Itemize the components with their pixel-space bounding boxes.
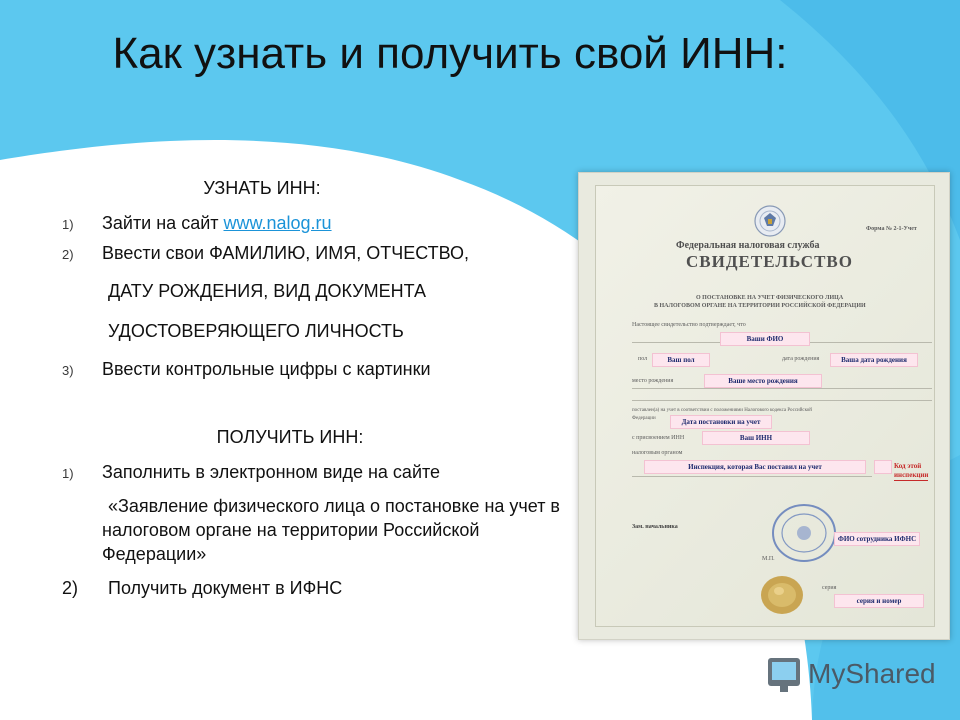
nalog-link[interactable]: www.nalog.ru bbox=[223, 213, 332, 233]
instructions bbox=[52, 178, 592, 600]
code-tag-line-2: инспекции bbox=[894, 471, 929, 479]
field-dob: Ваша дата рождения bbox=[830, 353, 918, 367]
field-sex: Ваш пол bbox=[652, 353, 710, 367]
field-series: серия и номер bbox=[834, 594, 924, 608]
step-continuation: «Заявление физического лица о постановке на учет в налоговом органе на территории Российской Федерации» bbox=[102, 496, 560, 564]
inn-certificate-image bbox=[578, 172, 950, 640]
field-officer: ФИО сотрудника ИФНС bbox=[834, 532, 920, 546]
field-pob: Ваше место рождения bbox=[704, 374, 822, 388]
step-text: Ввести свои ФАМИЛИЮ, ИМЯ, ОТЧЕСТВО, bbox=[102, 243, 470, 263]
list-item bbox=[52, 576, 592, 600]
step-text: Ввести контрольные цифры с картинки bbox=[102, 359, 431, 379]
list-number: 3) bbox=[62, 363, 74, 378]
certificate-title: СВИДЕТЕЛЬСТВО bbox=[686, 252, 853, 271]
step-text: Получить документ в ИФНС bbox=[108, 578, 343, 598]
certificate-subtitle-1: О ПОСТАНОВКЕ НА УЧЕТ ФИЗИЧЕСКОГО ЛИЦА bbox=[696, 295, 844, 301]
step-continuation: УДОСТОВЕРЯЮЩЕГО ЛИЧНОСТЬ bbox=[108, 321, 404, 341]
certificate-subtitle-2: В НАЛОГОВОМ ОРГАНЕ НА ТЕРРИТОРИИ РОССИЙСКОЙ ФЕДЕРАЦИИ bbox=[654, 303, 866, 309]
label-authority: налоговым органом bbox=[632, 450, 683, 456]
field-fio: Ваши ФИО bbox=[720, 332, 810, 346]
emblem-icon bbox=[753, 204, 787, 238]
label-dob: дата рождения bbox=[782, 356, 820, 362]
slide-title: Как узнать и получить свой ИНН: bbox=[112, 29, 788, 78]
list-number: 2) bbox=[62, 247, 74, 262]
step-text: Зайти на сайт bbox=[102, 213, 224, 233]
field-registration-date: Дата постановки на учет bbox=[670, 415, 772, 429]
certificate-frame bbox=[595, 185, 935, 627]
list-item bbox=[52, 460, 592, 484]
registered-text: поставлен(а) на учет в соответствии с положениями Налогового кодекса Российской bbox=[632, 408, 812, 413]
field-code-box bbox=[874, 460, 892, 474]
stamp-icon bbox=[770, 502, 838, 564]
seal-place-label: М.П. bbox=[762, 556, 775, 562]
hologram-seal-icon bbox=[759, 574, 805, 616]
list-item bbox=[52, 211, 592, 235]
list-number: 1) bbox=[62, 217, 74, 232]
section-get-inn-header: ПОЛУЧИТЬ ИНН: bbox=[216, 427, 364, 447]
list-item bbox=[52, 357, 592, 381]
label-pob: место рождения bbox=[632, 378, 674, 384]
list-item bbox=[52, 241, 482, 265]
watermark-brand: MyShared bbox=[808, 658, 936, 689]
form-line bbox=[632, 476, 872, 477]
form-line bbox=[632, 400, 932, 401]
inspection-code-tag bbox=[894, 462, 928, 481]
form-line bbox=[632, 388, 932, 389]
registered-text-2: Федерации bbox=[632, 416, 656, 421]
field-inn: Ваш ИНН bbox=[702, 431, 810, 445]
agency-name: Федеральная налоговая служба bbox=[676, 240, 820, 251]
deputy-label: Зам. начальника bbox=[632, 524, 678, 530]
code-tag-line-1: Код этой bbox=[894, 462, 922, 470]
form-number: Форма № 2-1-Учет bbox=[866, 226, 917, 232]
list-number: 1) bbox=[62, 466, 74, 481]
list-number: 2) bbox=[62, 578, 79, 598]
label-inn: с присвоением ИНН bbox=[632, 435, 685, 441]
confirms-text: Настоящее свидетельство подтверждает, что bbox=[632, 322, 746, 328]
section-find-inn-header: УЗНАТЬ ИНН: bbox=[203, 178, 321, 198]
step-text: Заполнить в электронном виде на сайте bbox=[102, 462, 441, 482]
label-sex: пол bbox=[638, 356, 648, 362]
series-label: серия bbox=[822, 585, 837, 591]
field-inspection: Инспекция, которая Вас поставил на учет bbox=[644, 460, 866, 474]
step-continuation: ДАТУ РОЖДЕНИЯ, ВИД ДОКУМЕНТА bbox=[108, 281, 427, 301]
